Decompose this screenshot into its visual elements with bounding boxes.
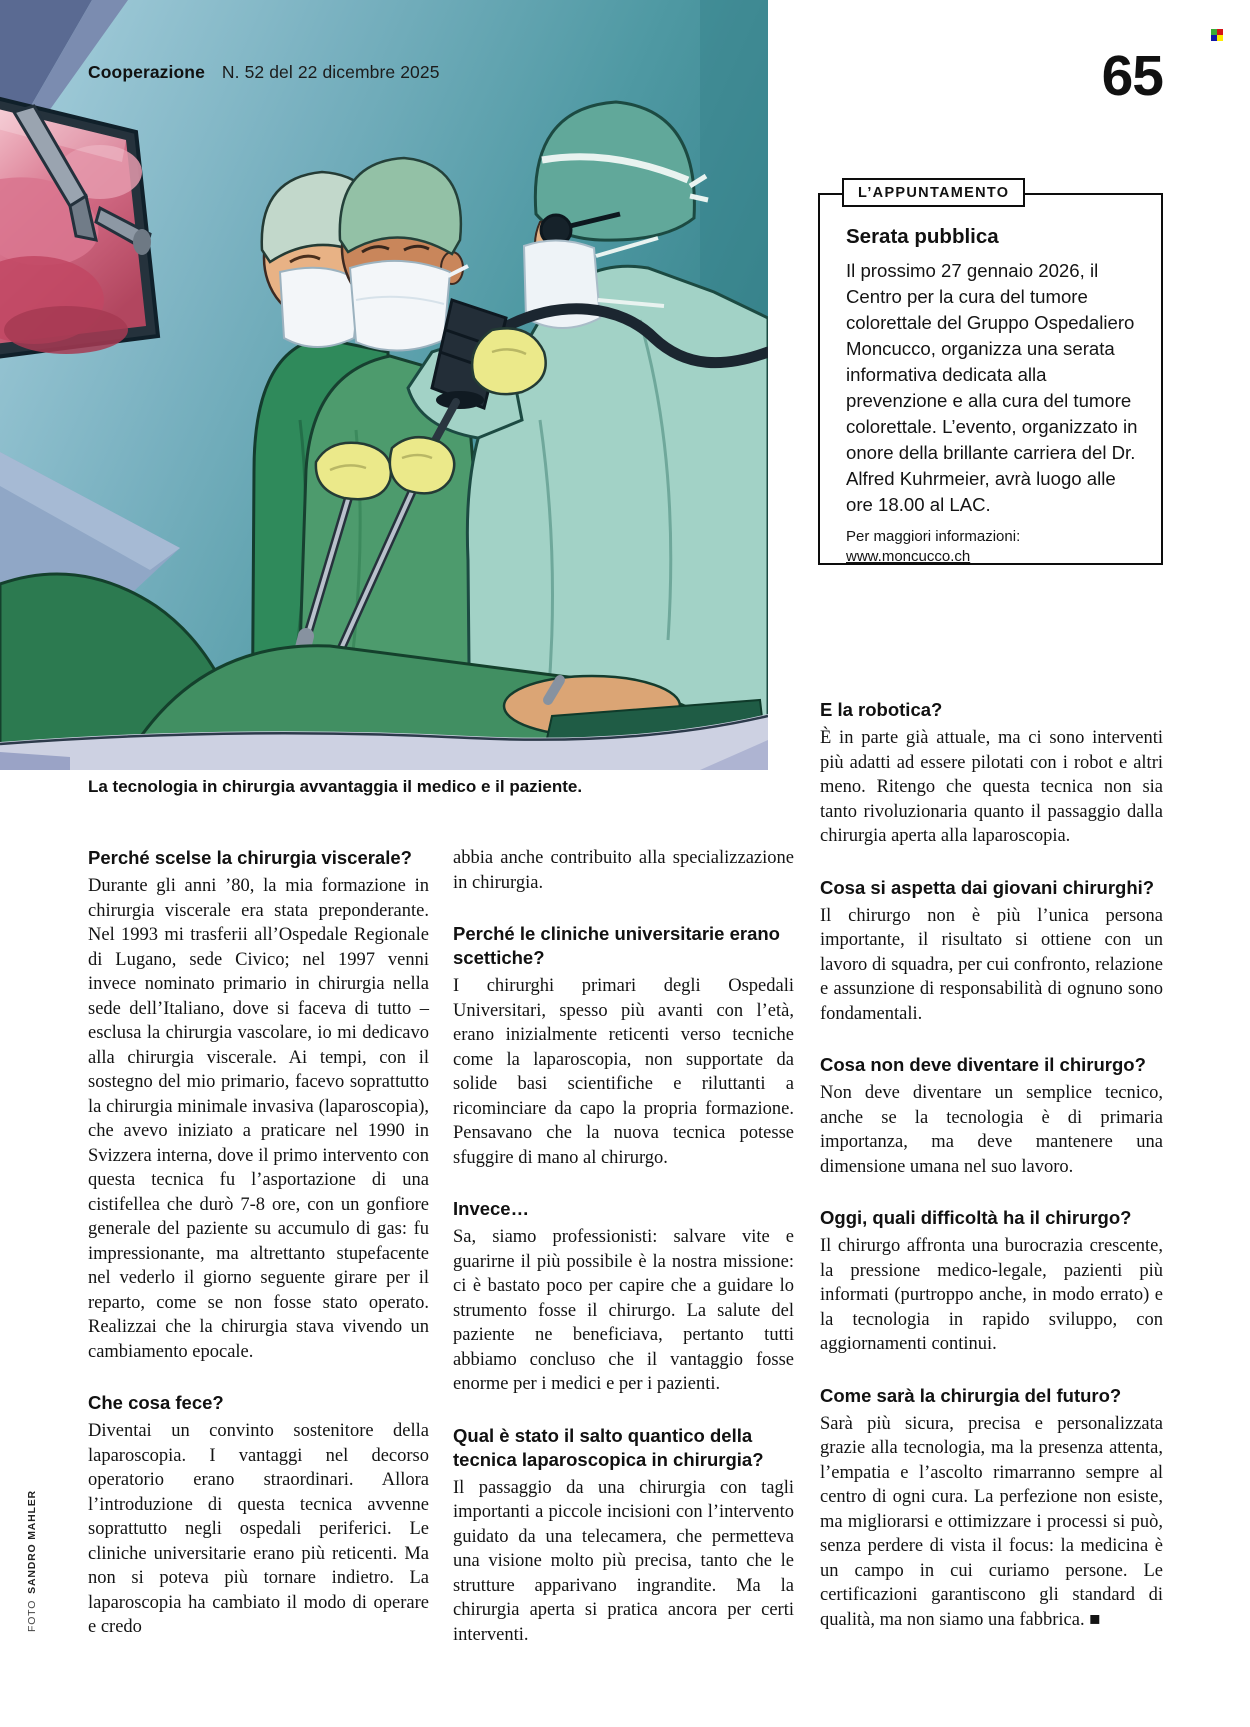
question-heading: Perché scelse la chirurgia viscerale? <box>88 847 412 868</box>
photo-credit-name: SANDRO MAHLER <box>26 1490 38 1594</box>
appointment-kicker: L’APPUNTAMENTO <box>842 178 1025 207</box>
question-heading: Invece… <box>453 1198 530 1219</box>
question-heading: E la robotica? <box>820 699 943 720</box>
answer-paragraph-continued: abbia anche contribuito alla specializzazione in chirurgia. <box>453 848 794 893</box>
question-heading: Oggi, quali difficoltà ha il chirurgo? <box>820 1207 1132 1228</box>
question-heading: Che cosa fece? <box>88 1392 224 1413</box>
appointment-body: Il prossimo 27 gennaio 2026, il Centro per la cura del tumore colorettale del Gruppo Ospedaliero Moncucco, organizza una serata informativa dedicata alla prevenzione e alla cura del tumore colorettale. L’evento, organizzato in onore della brillante carriera del Dr. Alfred Kuhrmeier, avrà luogo alle ore 18.00 al LAC. <box>846 260 1138 515</box>
answer-paragraph: Sa, siamo professionisti: salvare vite e guarirne il più possibile è la nostra missione: ci è bastato poco per capire che a guidare lo strumento fosse il chirurgo. La salute del paziente ne beneficiava, pertanto tutti abbiamo concluso che il vantaggio fosse enorme per i medici e per i pazienti. <box>453 1227 794 1394</box>
question-heading: Qual è stato il salto quantico della tecnica laparoscopica in chirurgia? <box>453 1424 764 1470</box>
answer-paragraph: Durante gli anni ’80, la mia formazione in chirurgia viscerale era stata preponderante. Nel 1993 mi trasferii all’Ospedale Regionale di Lugano, sede Civico; nel 1997 venni invece nominato primario in chirurgia nella sede dell’Italiano, dove si faceva di tutto – esclusa la chirurgia vascolare, io mi dedicavo alla chirurgia viscerale. Ai tempi, con il sostegno del mio primario, facevo soprattutto la chirurgia minimale invasiva (laparoscopia), che avevo iniziato a praticare nel 1990 in Svizzera interna, dove il primo intervento con questa tecnica fu l’asportazione di una cistifellea che durò 7-8 ore, con un gonfiore generale del paziente su accumulo di gas: fu impressionante, ma altrettanto stupefacente nel vederlo il giorno seguente girare per il reparto, come se non fosse stato operato. Realizzai che la chirurgia stava vivendo un cambiamento epocale. <box>88 876 429 1362</box>
appointment-link[interactable]: www.moncucco.ch <box>846 548 971 565</box>
article-column-1 <box>88 846 429 1640</box>
answer-paragraph: Sarà più sicura, precisa e personalizzata grazie alla tecnologia, ma la presenza attenta, l’empatia e l’ascolto rimarranno sempre al centro di ogni cura. La perfezione non esiste, ma migliorarsi e ottimizzare i processi si può, senza perdere di vista il focus: la medicina è un campo in cui curiamo persone. Le certificazioni garantiscono gli standard di qualità, ma non siamo una fabbrica. ■ <box>820 1413 1163 1630</box>
answer-paragraph: I chirurghi primari degli Ospedali Universitari, spesso più avanti con l’età, erano inizialmente reticenti verso tecniche come la laparoscopia, non supportate da solide basi scientifiche e riluttanti a ricominciare da capo la propria formazione. Pensavano che la nuova tecnica potesse sfuggire di mano al chirurgo. <box>453 976 794 1168</box>
question-heading: Perché le cliniche universitarie erano scettiche? <box>453 923 780 968</box>
issue-date: N. 52 del 22 dicembre 2025 <box>221 62 440 82</box>
appointment-title: Serata pubblica <box>846 225 999 248</box>
page-number: 65 <box>1101 44 1163 108</box>
surgery-illustration <box>0 0 768 770</box>
face-mask <box>350 261 450 351</box>
answer-paragraph: Diventai un convinto sostenitore della laparoscopia. I vantaggi nel decorso operatorio erano straordinari. Allora l’introduzione di questa tecnica avvenne soprattutto negli ospedali periferici. Le cliniche universitarie erano più reticenti. Ma non si poteva più tornare indietro. La laparoscopia ha cambiato il modo di operare e credo <box>88 1421 429 1637</box>
photo-credit-label: FOTO <box>26 1599 38 1632</box>
question-heading: Cosa non deve diventare il chirurgo? <box>820 1054 1146 1075</box>
question-heading: Come sarà la chirurgia del futuro? <box>820 1384 1122 1406</box>
illustration-caption: La tecnologia in chirurgia avvantaggia il medico e il paziente. <box>88 777 583 796</box>
answer-paragraph: Il chirurgo affronta una burocrazia crescente, la pressione medico-legale, pazienti più informati (purtroppo anche, in modo errato) e la tecnologia in rapido sviluppo, con aggiornamenti continui. <box>820 1236 1163 1354</box>
answer-paragraph: Il passaggio da una chirurgia con tagli importanti a piccole incisioni con l’intervento guidato da una telecamera, che permetteva una visione molto più precisa, tanto che le strutture apparivano ingrandite. Ma la chirurgia aperta si pratica ancora per certi interventi. <box>453 1477 794 1645</box>
article-column-2 <box>453 846 794 1647</box>
appointment-box <box>818 185 1163 565</box>
answer-paragraph: Il chirurgo non è più l’unica persona importante, il risultato si ottiene con un lavoro di squadra, per cui confronto, relazione e assunzione di responsabilità di ognuno sono fondamentali. <box>820 905 1163 1024</box>
appointment-info-label: Per maggiori informazioni: <box>846 528 1021 545</box>
photo-credit <box>26 1490 38 1632</box>
answer-paragraph: È in parte già attuale, ma ci sono interventi più adatti ad essere pilotati con i robot e altri meno. Ritengo che questa tecnica non sia tanto rivoluzionaria quanto il passaggio dalla chirurgia aperta alla laparoscopia. <box>820 728 1163 846</box>
registration-mark-icon <box>1211 29 1223 41</box>
question-heading: Cosa si aspetta dai giovani chirurghi? <box>820 876 1155 898</box>
masthead <box>88 62 440 83</box>
laparoscopy-monitor <box>0 96 158 358</box>
answer-paragraph: Non deve diventare un semplice tecnico, anche se la tecnologia è di primaria importanza, ma deve mantenere una dimensione umana nel suo lavoro. <box>820 1083 1163 1177</box>
article-column-3 <box>820 698 1163 1632</box>
magazine-name: Cooperazione <box>88 62 205 82</box>
